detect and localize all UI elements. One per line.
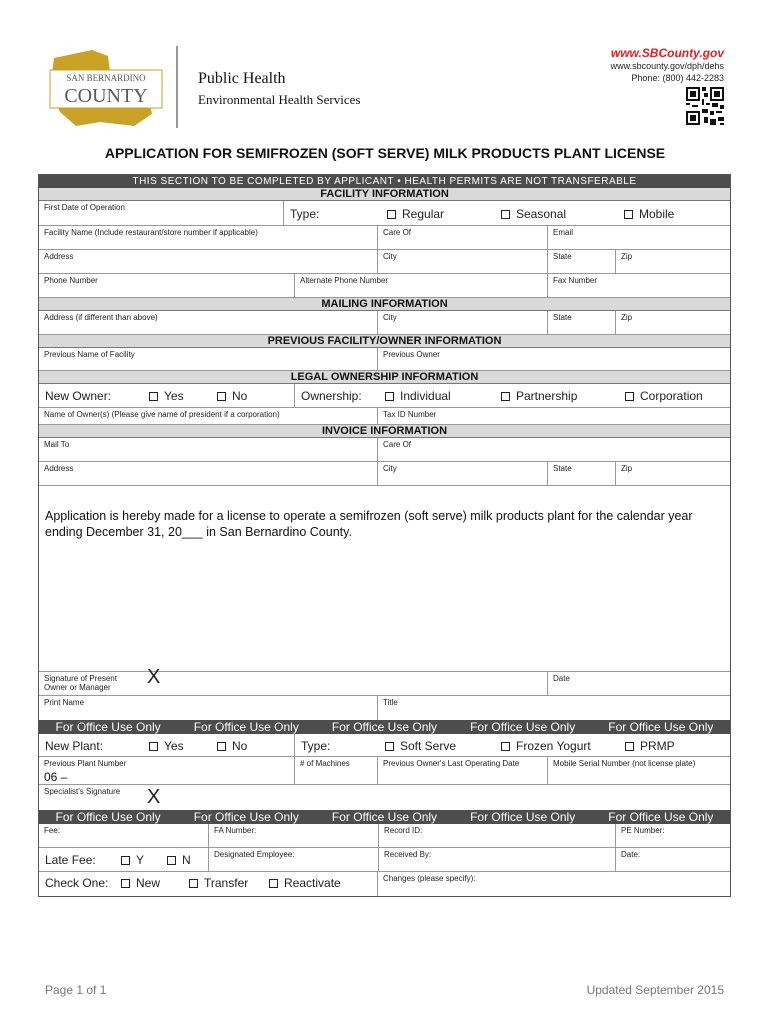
changes-field[interactable]: Changes (please specify): xyxy=(383,874,476,883)
fa-number-field[interactable]: FA Number: xyxy=(209,824,379,847)
specialist-row xyxy=(39,785,730,810)
website-main[interactable]: www.SBCounty.gov xyxy=(610,46,724,60)
received-date-field[interactable]: Date: xyxy=(621,850,641,859)
logo-line1: SAN BERNARDINO xyxy=(66,73,146,83)
signature-date-field[interactable]: Date xyxy=(553,674,570,683)
invoice-mail-to-field[interactable]: Mail To xyxy=(39,438,378,461)
check-reactivate-option[interactable]: Reactivate xyxy=(269,876,341,890)
facility-address-row xyxy=(39,250,730,274)
check-one-label: Check One: xyxy=(45,876,109,890)
specialist-signature-field[interactable]: Specialist's Signature X xyxy=(44,786,161,808)
checkbox-icon[interactable] xyxy=(501,742,510,751)
checkbox-icon[interactable] xyxy=(189,879,198,888)
invoice-address-row xyxy=(39,462,730,486)
state-field[interactable]: State xyxy=(548,250,616,273)
mailing-address-field[interactable]: Address (if different than above) xyxy=(39,311,378,334)
mailing-zip-field[interactable]: Zip xyxy=(621,313,633,322)
facility-type-row xyxy=(39,201,730,226)
title-field[interactable]: Title xyxy=(383,698,398,707)
ownership-individual-option[interactable]: Individual xyxy=(385,389,451,403)
type-regular-option[interactable]: Regular xyxy=(387,207,444,221)
zip-field[interactable]: Zip xyxy=(621,252,633,261)
checkbox-icon[interactable] xyxy=(625,392,634,401)
ownership-row xyxy=(39,384,730,408)
applicant-banner: THIS SECTION TO BE COMPLETED BY APPLICANT • HEALTH PERMITS ARE NOT TRANSFERABLE xyxy=(39,175,730,188)
owner-signature-field[interactable]: Signature of Present Owner or Manager X xyxy=(39,672,548,695)
checkbox-icon[interactable] xyxy=(269,879,278,888)
owner-names-row xyxy=(39,408,730,425)
checkbox-icon[interactable] xyxy=(121,856,130,865)
plant-number-row xyxy=(39,757,730,785)
type-mobile-option[interactable]: Mobile xyxy=(624,207,674,221)
machines-field[interactable]: # of Machines xyxy=(295,757,378,784)
previous-heading: PREVIOUS FACILITY/OWNER INFORMATION xyxy=(39,335,730,348)
legal-heading: LEGAL OWNERSHIP INFORMATION xyxy=(39,371,730,384)
plant-number-prefix: 06 – xyxy=(44,770,68,784)
received-by-field[interactable]: Received By: xyxy=(379,848,616,871)
first-date-label: First Date of Operation xyxy=(44,203,125,212)
facility-name-row xyxy=(39,226,730,250)
soft-serve-option[interactable]: Soft Serve xyxy=(385,739,456,753)
type-label: Type: xyxy=(290,207,320,221)
new-owner-label: New Owner: xyxy=(45,389,112,403)
statement-line2: ending December 31, 20___ in San Bernardino County. xyxy=(45,525,352,539)
ownership-label: Ownership: xyxy=(301,389,362,403)
checkbox-icon[interactable] xyxy=(625,742,634,751)
alt-phone-field[interactable]: Alternate Phone Number xyxy=(295,274,548,297)
facility-phone-row xyxy=(39,274,730,298)
frozen-yogurt-option[interactable]: Frozen Yogurt xyxy=(501,739,591,753)
phone-field[interactable]: Phone Number xyxy=(39,274,295,297)
website-sub[interactable]: www.sbcounty.gov/dph/dehs xyxy=(610,61,724,71)
pe-number-field[interactable]: PE Number: xyxy=(621,826,665,835)
invoice-address-field[interactable]: Address xyxy=(39,462,378,485)
previous-facility-field[interactable]: Previous Name of Facility xyxy=(39,348,378,370)
checkbox-icon[interactable] xyxy=(624,210,633,219)
late-fee-n-option[interactable]: N xyxy=(167,853,191,867)
checkbox-icon[interactable] xyxy=(121,879,130,888)
city-field[interactable]: City xyxy=(378,250,548,273)
specialist-x-mark: X xyxy=(147,786,161,808)
record-id-field[interactable]: Record ID: xyxy=(379,824,616,847)
phone-number: Phone: (800) 442-2283 xyxy=(631,73,724,83)
fax-field[interactable]: Fax Number xyxy=(553,276,598,285)
signature-row xyxy=(39,666,730,696)
invoice-care-of-field[interactable]: Care Of xyxy=(383,440,412,449)
check-one-row xyxy=(39,872,730,896)
tax-id-field[interactable]: Tax ID Number xyxy=(383,410,437,419)
invoice-state-field[interactable]: State xyxy=(548,462,616,485)
care-of-field[interactable]: Care Of xyxy=(378,226,548,249)
check-new-option[interactable]: New xyxy=(121,876,160,890)
owner-names-field[interactable]: Name of Owner(s) (Please give name of president if a corporation) xyxy=(39,408,378,424)
checkbox-icon[interactable] xyxy=(387,210,396,219)
designated-employee-field[interactable]: Designated Employee: xyxy=(209,848,379,871)
checkbox-icon[interactable] xyxy=(217,392,226,401)
form-title: APPLICATION FOR SEMIFROZEN (SOFT SERVE) MILK PRODUCTS PLANT LICENSE xyxy=(104,145,666,161)
logo-line2: COUNTY xyxy=(64,85,148,107)
new-plant-row xyxy=(39,734,730,757)
office-use-banner-2: For Office Use Only For Office Use Only For Office Use Only For Office Use Only For Office Use Only xyxy=(39,810,730,824)
mobile-serial-field[interactable]: Mobile Serial Number (not license plate) xyxy=(553,759,696,768)
print-name-row xyxy=(39,696,730,720)
office-use-banner-1: For Office Use Only For Office Use Only For Office Use Only For Office Use Only For Office Use Only xyxy=(39,720,730,734)
mailing-city-field[interactable]: City xyxy=(378,311,548,334)
late-fee-label: Late Fee: xyxy=(45,853,96,867)
plant-type-label: Type: xyxy=(301,739,331,753)
check-transfer-option[interactable]: Transfer xyxy=(189,876,248,890)
statement-line1: Application is hereby made for a license to operate a semifrozen (soft serve) milk products plant for the calendar year xyxy=(45,509,693,523)
invoice-mail-row xyxy=(39,438,730,462)
checkbox-icon[interactable] xyxy=(149,742,158,751)
fee-field[interactable]: Fee: xyxy=(39,824,209,847)
prmp-option[interactable]: PRMP xyxy=(625,739,675,753)
org-title: Public Health xyxy=(198,70,286,87)
new-owner-cell xyxy=(39,384,295,407)
address-field[interactable]: Address xyxy=(39,250,378,273)
checkbox-icon[interactable] xyxy=(217,742,226,751)
application-form xyxy=(38,174,731,897)
previous-owner-field[interactable]: Previous Owner xyxy=(383,350,440,359)
late-fee-cell xyxy=(39,848,209,871)
email-field[interactable]: Email xyxy=(553,228,574,237)
org-subtitle: Environmental Health Services xyxy=(198,92,361,107)
check-one-cell xyxy=(39,872,378,896)
mailing-state-field[interactable]: State xyxy=(548,311,616,334)
header-divider xyxy=(176,46,178,128)
facility-heading: FACILITY INFORMATION xyxy=(39,188,730,201)
invoice-city-field[interactable]: City xyxy=(378,462,548,485)
ownership-cell xyxy=(295,384,730,407)
print-name-field[interactable]: Print Name xyxy=(39,696,378,720)
new-plant-label: New Plant: xyxy=(45,739,104,753)
checkbox-icon[interactable] xyxy=(501,392,510,401)
late-fee-row xyxy=(39,848,730,872)
new-plant-cell xyxy=(39,734,295,756)
updated-date: Updated September 2015 xyxy=(586,983,724,997)
facility-name-field[interactable]: Facility Name (Include restaurant/store number if applicable) xyxy=(39,226,378,249)
checkbox-icon[interactable] xyxy=(385,742,394,751)
checkbox-icon[interactable] xyxy=(385,392,394,401)
prev-owner-date-field[interactable]: Previous Owner's Last Operating Date xyxy=(378,757,548,784)
fee-row xyxy=(39,824,730,848)
contact-block xyxy=(611,46,724,84)
mailing-heading: MAILING INFORMATION xyxy=(39,298,730,311)
signature-x-mark: X xyxy=(147,666,161,688)
new-plant-yes-option[interactable]: Yes xyxy=(149,739,184,753)
plant-type-cell xyxy=(295,734,730,756)
invoice-heading: INVOICE INFORMATION xyxy=(39,425,730,438)
new-plant-no-option[interactable]: No xyxy=(217,739,247,753)
checkbox-icon[interactable] xyxy=(149,392,158,401)
new-owner-no-option[interactable]: No xyxy=(217,389,247,403)
ownership-corporation-option[interactable]: Corporation xyxy=(625,389,703,403)
county-logo xyxy=(40,48,170,128)
mailing-row xyxy=(39,311,730,335)
previous-row xyxy=(39,348,730,371)
application-statement xyxy=(39,486,730,672)
qr-code-icon xyxy=(686,87,724,125)
invoice-zip-field[interactable]: Zip xyxy=(621,464,633,473)
late-fee-y-option[interactable]: Y xyxy=(121,853,144,867)
type-cell xyxy=(284,201,730,225)
new-owner-yes-option[interactable]: Yes xyxy=(149,389,184,403)
prev-plant-number-field[interactable]: Previous Plant Number 06 – xyxy=(39,757,295,784)
type-seasonal-option[interactable]: Seasonal xyxy=(501,207,566,221)
first-date-field[interactable] xyxy=(39,201,284,225)
checkbox-icon[interactable] xyxy=(501,210,510,219)
ownership-partnership-option[interactable]: Partnership xyxy=(501,389,577,403)
checkbox-icon[interactable] xyxy=(167,856,176,865)
page-number: Page 1 of 1 xyxy=(45,983,107,997)
